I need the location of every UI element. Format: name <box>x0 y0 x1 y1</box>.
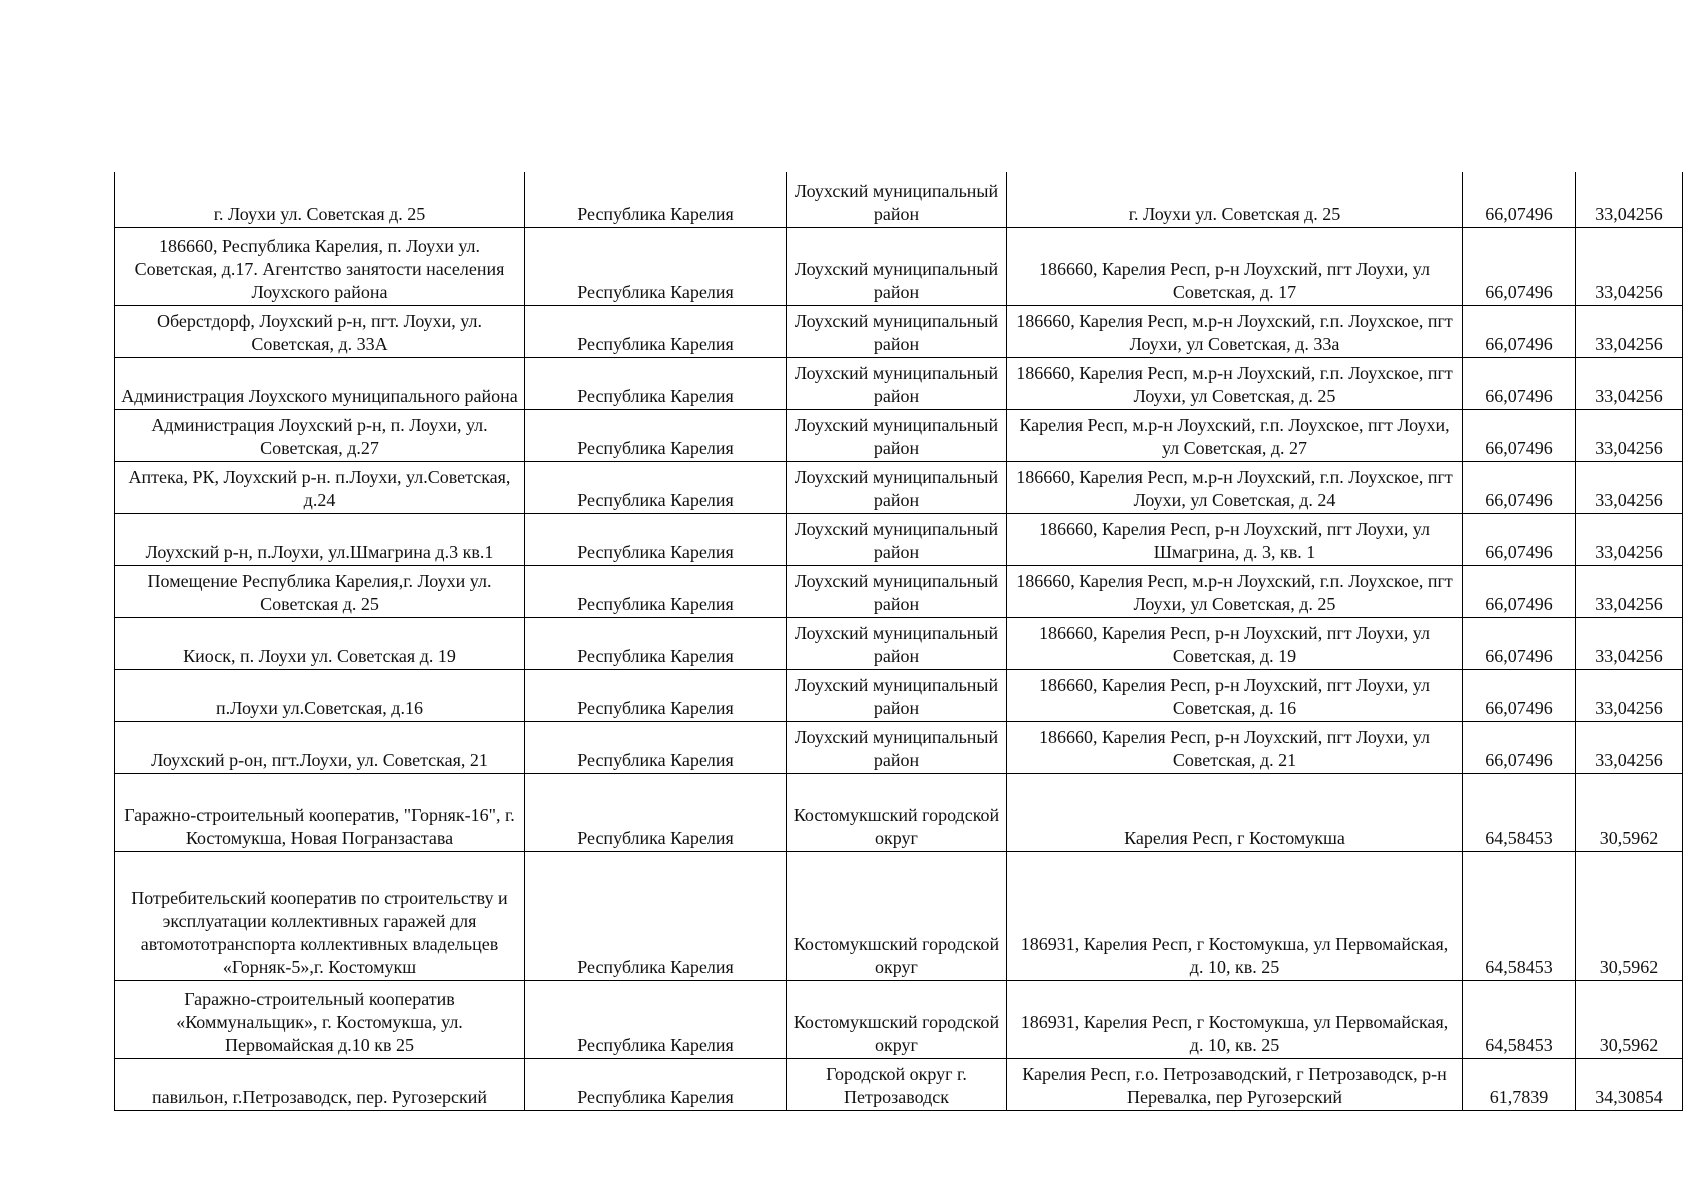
address-cell: Карелия Респ, г Костомукша <box>1007 773 1463 851</box>
place-cell: павильон, г.Петрозаводск, пер. Ругозерский <box>115 1058 525 1110</box>
municipality-cell: Костомукшский городской округ <box>787 773 1007 851</box>
address-cell: 186931, Карелия Респ, г Костомукша, ул Первомайская, д. 10, кв. 25 <box>1007 980 1463 1058</box>
place-cell: Лоухский р-н, п.Лоухи, ул.Шмагрина д.3 кв.1 <box>115 513 525 565</box>
address-cell: 186660, Карелия Респ, р-н Лоухский, пгт Лоухи, ул Советская, д. 21 <box>1007 721 1463 773</box>
region-cell: Республика Карелия <box>525 305 787 357</box>
region-cell: Республика Карелия <box>525 669 787 721</box>
place-cell: п.Лоухи ул.Советская, д.16 <box>115 669 525 721</box>
place-cell: Помещение Республика Карелия,г. Лоухи ул. Советская д. 25 <box>115 565 525 617</box>
longitude-cell: 30,5962 <box>1576 851 1683 980</box>
latitude-cell: 64,58453 <box>1463 773 1576 851</box>
municipality-cell: Костомукшский городской округ <box>787 851 1007 980</box>
region-cell: Республика Карелия <box>525 980 787 1058</box>
longitude-cell: 33,04256 <box>1576 357 1683 409</box>
latitude-cell: 64,58453 <box>1463 851 1576 980</box>
region-cell: Республика Карелия <box>525 1058 787 1110</box>
municipality-cell: Костомукшский городской округ <box>787 980 1007 1058</box>
region-cell: Республика Карелия <box>525 773 787 851</box>
address-cell: 186660, Карелия Респ, м.р-н Лоухский, г.п. Лоухское, пгт Лоухи, ул Советская, д. 33а <box>1007 305 1463 357</box>
longitude-cell: 33,04256 <box>1576 565 1683 617</box>
place-cell: Потребительский кооператив по строительству и эксплуатации коллективных гаражей для автомототранспорта коллективных владельцев «Горняк-5»,г. Костомукш <box>115 851 525 980</box>
address-cell: 186660, Карелия Респ, р-н Лоухский, пгт Лоухи, ул Шмагрина, д. 3, кв. 1 <box>1007 513 1463 565</box>
table-row <box>115 513 1683 565</box>
region-cell: Республика Карелия <box>525 227 787 305</box>
place-cell: Администрация Лоухского муниципального района <box>115 357 525 409</box>
latitude-cell: 61,7839 <box>1463 1058 1576 1110</box>
table-row <box>115 1058 1683 1110</box>
table-row <box>115 409 1683 461</box>
table-row <box>115 172 1683 227</box>
latitude-cell: 66,07496 <box>1463 227 1576 305</box>
address-cell: 186660, Карелия Респ, р-н Лоухский, пгт Лоухи, ул Советская, д. 16 <box>1007 669 1463 721</box>
latitude-cell: 64,58453 <box>1463 980 1576 1058</box>
longitude-cell: 33,04256 <box>1576 669 1683 721</box>
place-cell: Киоск, п. Лоухи ул. Советская д. 19 <box>115 617 525 669</box>
place-cell: Лоухский р-он, пгт.Лоухи, ул. Советская, 21 <box>115 721 525 773</box>
place-cell: Гаражно-строительный кооператив, "Горняк-16", г. Костомукша, Новая Погранзастава <box>115 773 525 851</box>
table-row <box>115 461 1683 513</box>
longitude-cell: 33,04256 <box>1576 461 1683 513</box>
longitude-cell: 30,5962 <box>1576 980 1683 1058</box>
municipality-cell: Лоухский муниципальный район <box>787 513 1007 565</box>
address-cell: 186660, Карелия Респ, р-н Лоухский, пгт Лоухи, ул Советская, д. 19 <box>1007 617 1463 669</box>
longitude-cell: 33,04256 <box>1576 172 1683 227</box>
municipality-cell: Лоухский муниципальный район <box>787 357 1007 409</box>
address-cell: 186660, Карелия Респ, м.р-н Лоухский, г.п. Лоухское, пгт Лоухи, ул Советская, д. 25 <box>1007 565 1463 617</box>
address-cell: 186660, Карелия Респ, м.р-н Лоухский, г.п. Лоухское, пгт Лоухи, ул Советская, д. 25 <box>1007 357 1463 409</box>
municipality-cell: Лоухский муниципальный район <box>787 617 1007 669</box>
address-table <box>114 172 1683 1111</box>
municipality-cell: Лоухский муниципальный район <box>787 305 1007 357</box>
region-cell: Республика Карелия <box>525 851 787 980</box>
latitude-cell: 66,07496 <box>1463 357 1576 409</box>
place-cell: Аптека, РК, Лоухский р-н. п.Лоухи, ул.Советская, д.24 <box>115 461 525 513</box>
table-row <box>115 305 1683 357</box>
municipality-cell: Лоухский муниципальный район <box>787 227 1007 305</box>
municipality-cell: Лоухский муниципальный район <box>787 669 1007 721</box>
address-cell: Карелия Респ, м.р-н Лоухский, г.п. Лоухское, пгт Лоухи, ул Советская, д. 27 <box>1007 409 1463 461</box>
table-row <box>115 617 1683 669</box>
region-cell: Республика Карелия <box>525 721 787 773</box>
latitude-cell: 66,07496 <box>1463 565 1576 617</box>
longitude-cell: 33,04256 <box>1576 409 1683 461</box>
municipality-cell: Лоухский муниципальный район <box>787 721 1007 773</box>
municipality-cell: Лоухский муниципальный район <box>787 172 1007 227</box>
address-cell: 186660, Карелия Респ, р-н Лоухский, пгт Лоухи, ул Советская, д. 17 <box>1007 227 1463 305</box>
table-row <box>115 227 1683 305</box>
latitude-cell: 66,07496 <box>1463 669 1576 721</box>
place-cell: г. Лоухи ул. Советская д. 25 <box>115 172 525 227</box>
latitude-cell: 66,07496 <box>1463 721 1576 773</box>
latitude-cell: 66,07496 <box>1463 513 1576 565</box>
latitude-cell: 66,07496 <box>1463 409 1576 461</box>
region-cell: Республика Карелия <box>525 357 787 409</box>
table-row <box>115 851 1683 980</box>
region-cell: Республика Карелия <box>525 565 787 617</box>
municipality-cell: Лоухский муниципальный район <box>787 565 1007 617</box>
table-row <box>115 565 1683 617</box>
place-cell: Администрация Лоухский р-н, п. Лоухи, ул. Советская, д.27 <box>115 409 525 461</box>
longitude-cell: 33,04256 <box>1576 617 1683 669</box>
latitude-cell: 66,07496 <box>1463 461 1576 513</box>
latitude-cell: 66,07496 <box>1463 305 1576 357</box>
address-cell: 186931, Карелия Респ, г Костомукша, ул Первомайская, д. 10, кв. 25 <box>1007 851 1463 980</box>
region-cell: Республика Карелия <box>525 409 787 461</box>
table-row <box>115 980 1683 1058</box>
address-cell: Карелия Респ, г.о. Петрозаводский, г Петрозаводск, р-н Перевалка, пер Ругозерский <box>1007 1058 1463 1110</box>
address-cell: 186660, Карелия Респ, м.р-н Лоухский, г.п. Лоухское, пгт Лоухи, ул Советская, д. 24 <box>1007 461 1463 513</box>
longitude-cell: 33,04256 <box>1576 227 1683 305</box>
place-cell: 186660, Республика Карелия, п. Лоухи ул. Советская, д.17. Агентство занятости населения Лоухского района <box>115 227 525 305</box>
municipality-cell: Лоухский муниципальный район <box>787 409 1007 461</box>
latitude-cell: 66,07496 <box>1463 617 1576 669</box>
longitude-cell: 30,5962 <box>1576 773 1683 851</box>
address-cell: г. Лоухи ул. Советская д. 25 <box>1007 172 1463 227</box>
longitude-cell: 34,30854 <box>1576 1058 1683 1110</box>
region-cell: Республика Карелия <box>525 513 787 565</box>
place-cell: Оберстдорф, Лоухский р-н, пгт. Лоухи, ул. Советская, д. 33А <box>115 305 525 357</box>
longitude-cell: 33,04256 <box>1576 305 1683 357</box>
table-row <box>115 357 1683 409</box>
longitude-cell: 33,04256 <box>1576 513 1683 565</box>
table-row <box>115 669 1683 721</box>
table-body <box>115 172 1683 1110</box>
table-row <box>115 773 1683 851</box>
municipality-cell: Лоухский муниципальный район <box>787 461 1007 513</box>
municipality-cell: Городской округ г. Петрозаводск <box>787 1058 1007 1110</box>
longitude-cell: 33,04256 <box>1576 721 1683 773</box>
place-cell: Гаражно-строительный кооператив «Коммунальщик», г. Костомукша, ул. Первомайская д.10 кв 25 <box>115 980 525 1058</box>
region-cell: Республика Карелия <box>525 461 787 513</box>
region-cell: Республика Карелия <box>525 617 787 669</box>
latitude-cell: 66,07496 <box>1463 172 1576 227</box>
table-row <box>115 721 1683 773</box>
region-cell: Республика Карелия <box>525 172 787 227</box>
